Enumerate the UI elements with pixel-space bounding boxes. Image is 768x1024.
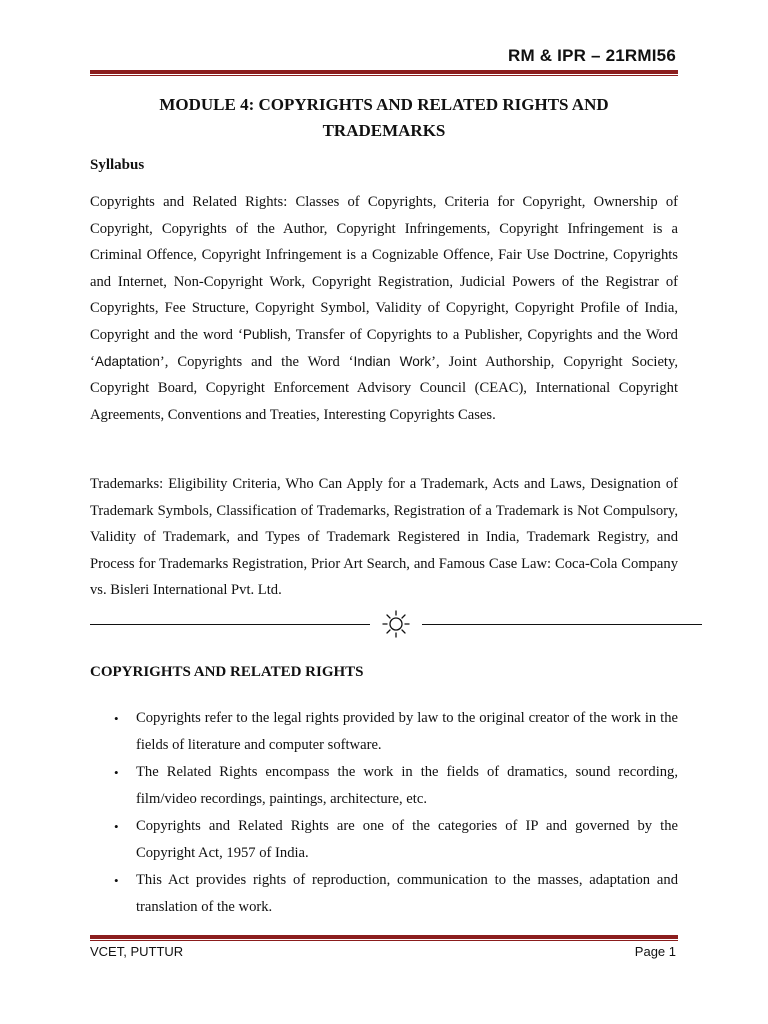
syllabus-text: , Transfer of Copyrights to a Publisher, Copyrights and the Word ‘ (90, 326, 678, 370)
list-item-text: Copyrights and Related Rights are one of the categories of IP and governed by the Copyright Act, 1957 of India. (136, 818, 678, 861)
syllabus-heading: Syllabus (90, 157, 145, 173)
list-item (90, 813, 678, 867)
module-title-line1: MODULE 4: COPYRIGHTS AND RELATED RIGHTS AND (159, 95, 609, 114)
term-adaptation: Adaptation (94, 353, 160, 369)
list-item (90, 759, 678, 813)
bullet-icon: • (114, 873, 119, 888)
syllabus-text: ’, Joint Authorship, Copyright Society, Copyright Board, Copyright Enforcement Advisory Council (CEAC), International Copyright Agreements, Conventions and Treaties, Interesting Copyrights Cases. (90, 353, 678, 423)
module-title-line2: TRADEMARKS (322, 121, 446, 140)
section-heading: COPYRIGHTS AND RELATED RIGHTS (90, 664, 364, 680)
footer-institution: VCET, PUTTUR (90, 944, 184, 959)
list-item-text: This Act provides rights of reproduction, communication to the masses, adaptation and translation of the work. (136, 872, 678, 915)
footer-page-number: Page 1 (634, 944, 676, 959)
list-item-text: The Related Rights encompass the work in the fields of dramatics, sound recording, film/video recordings, paintings, architecture, etc. (136, 764, 678, 807)
term-publish: Publish (242, 326, 288, 342)
syllabus-paragraph-copyrights (90, 189, 678, 428)
bullet-icon: • (114, 711, 119, 726)
bullet-icon: • (114, 819, 119, 834)
syllabus-text: Copyrights and Related Rights: Classes of Copyrights, Criteria for Copyright, Ownership of Copyright, Copyrights of the Author, Copyright Infringements, Copyright Infringement is a Criminal Offence, Copyright Infringement is a Cognizable Offence, Fair Use Doctrine, Copyrights and Internet, Non-Copyright Work, Copyright Registration, Judicial Powers of the Registrar of Copyrights, Fee Structure, Copyright Symbol, Validity of Copyright, Copyright Profile of India, Copyright and the word ‘ (90, 194, 678, 343)
bullet-icon: • (114, 765, 119, 780)
sun-ornament-icon (380, 610, 412, 638)
header-course-code: RM & IPR – 21RMI56 (508, 46, 676, 65)
footer-rule-thick (90, 935, 678, 939)
section-divider (90, 610, 702, 638)
module-title (90, 92, 678, 144)
footer-rule-thin (90, 940, 678, 941)
list-item (90, 867, 678, 921)
bullet-list (90, 705, 678, 921)
syllabus-paragraph-trademarks: Trademarks: Eligibility Criteria, Who Can Apply for a Trademark, Acts and Laws, Designation of Trademark Symbols, Classification of Trademarks, Registration of a Trademark is Not Compulsory, Validity of Trademark, and Types of Trademark Registered in India, Trademark Registry, and Process for Trademarks Registration, Prior Art Search, and Famous Case Law: Coca-Cola Company vs. Bisleri International Pvt. Ltd. (90, 476, 678, 599)
term-indian-work: Indian Work (353, 353, 432, 369)
header-rule-thin (90, 75, 678, 76)
divider-line-right (422, 624, 702, 625)
syllabus-text: ’, Copyrights and the Word ‘ (159, 353, 354, 370)
list-item (90, 705, 678, 759)
list-item-text: Copyrights refer to the legal rights provided by law to the original creator of the work in the fields of literature and computer software. (136, 710, 678, 753)
header-rule-thick (90, 70, 678, 74)
divider-line-left (90, 624, 370, 625)
